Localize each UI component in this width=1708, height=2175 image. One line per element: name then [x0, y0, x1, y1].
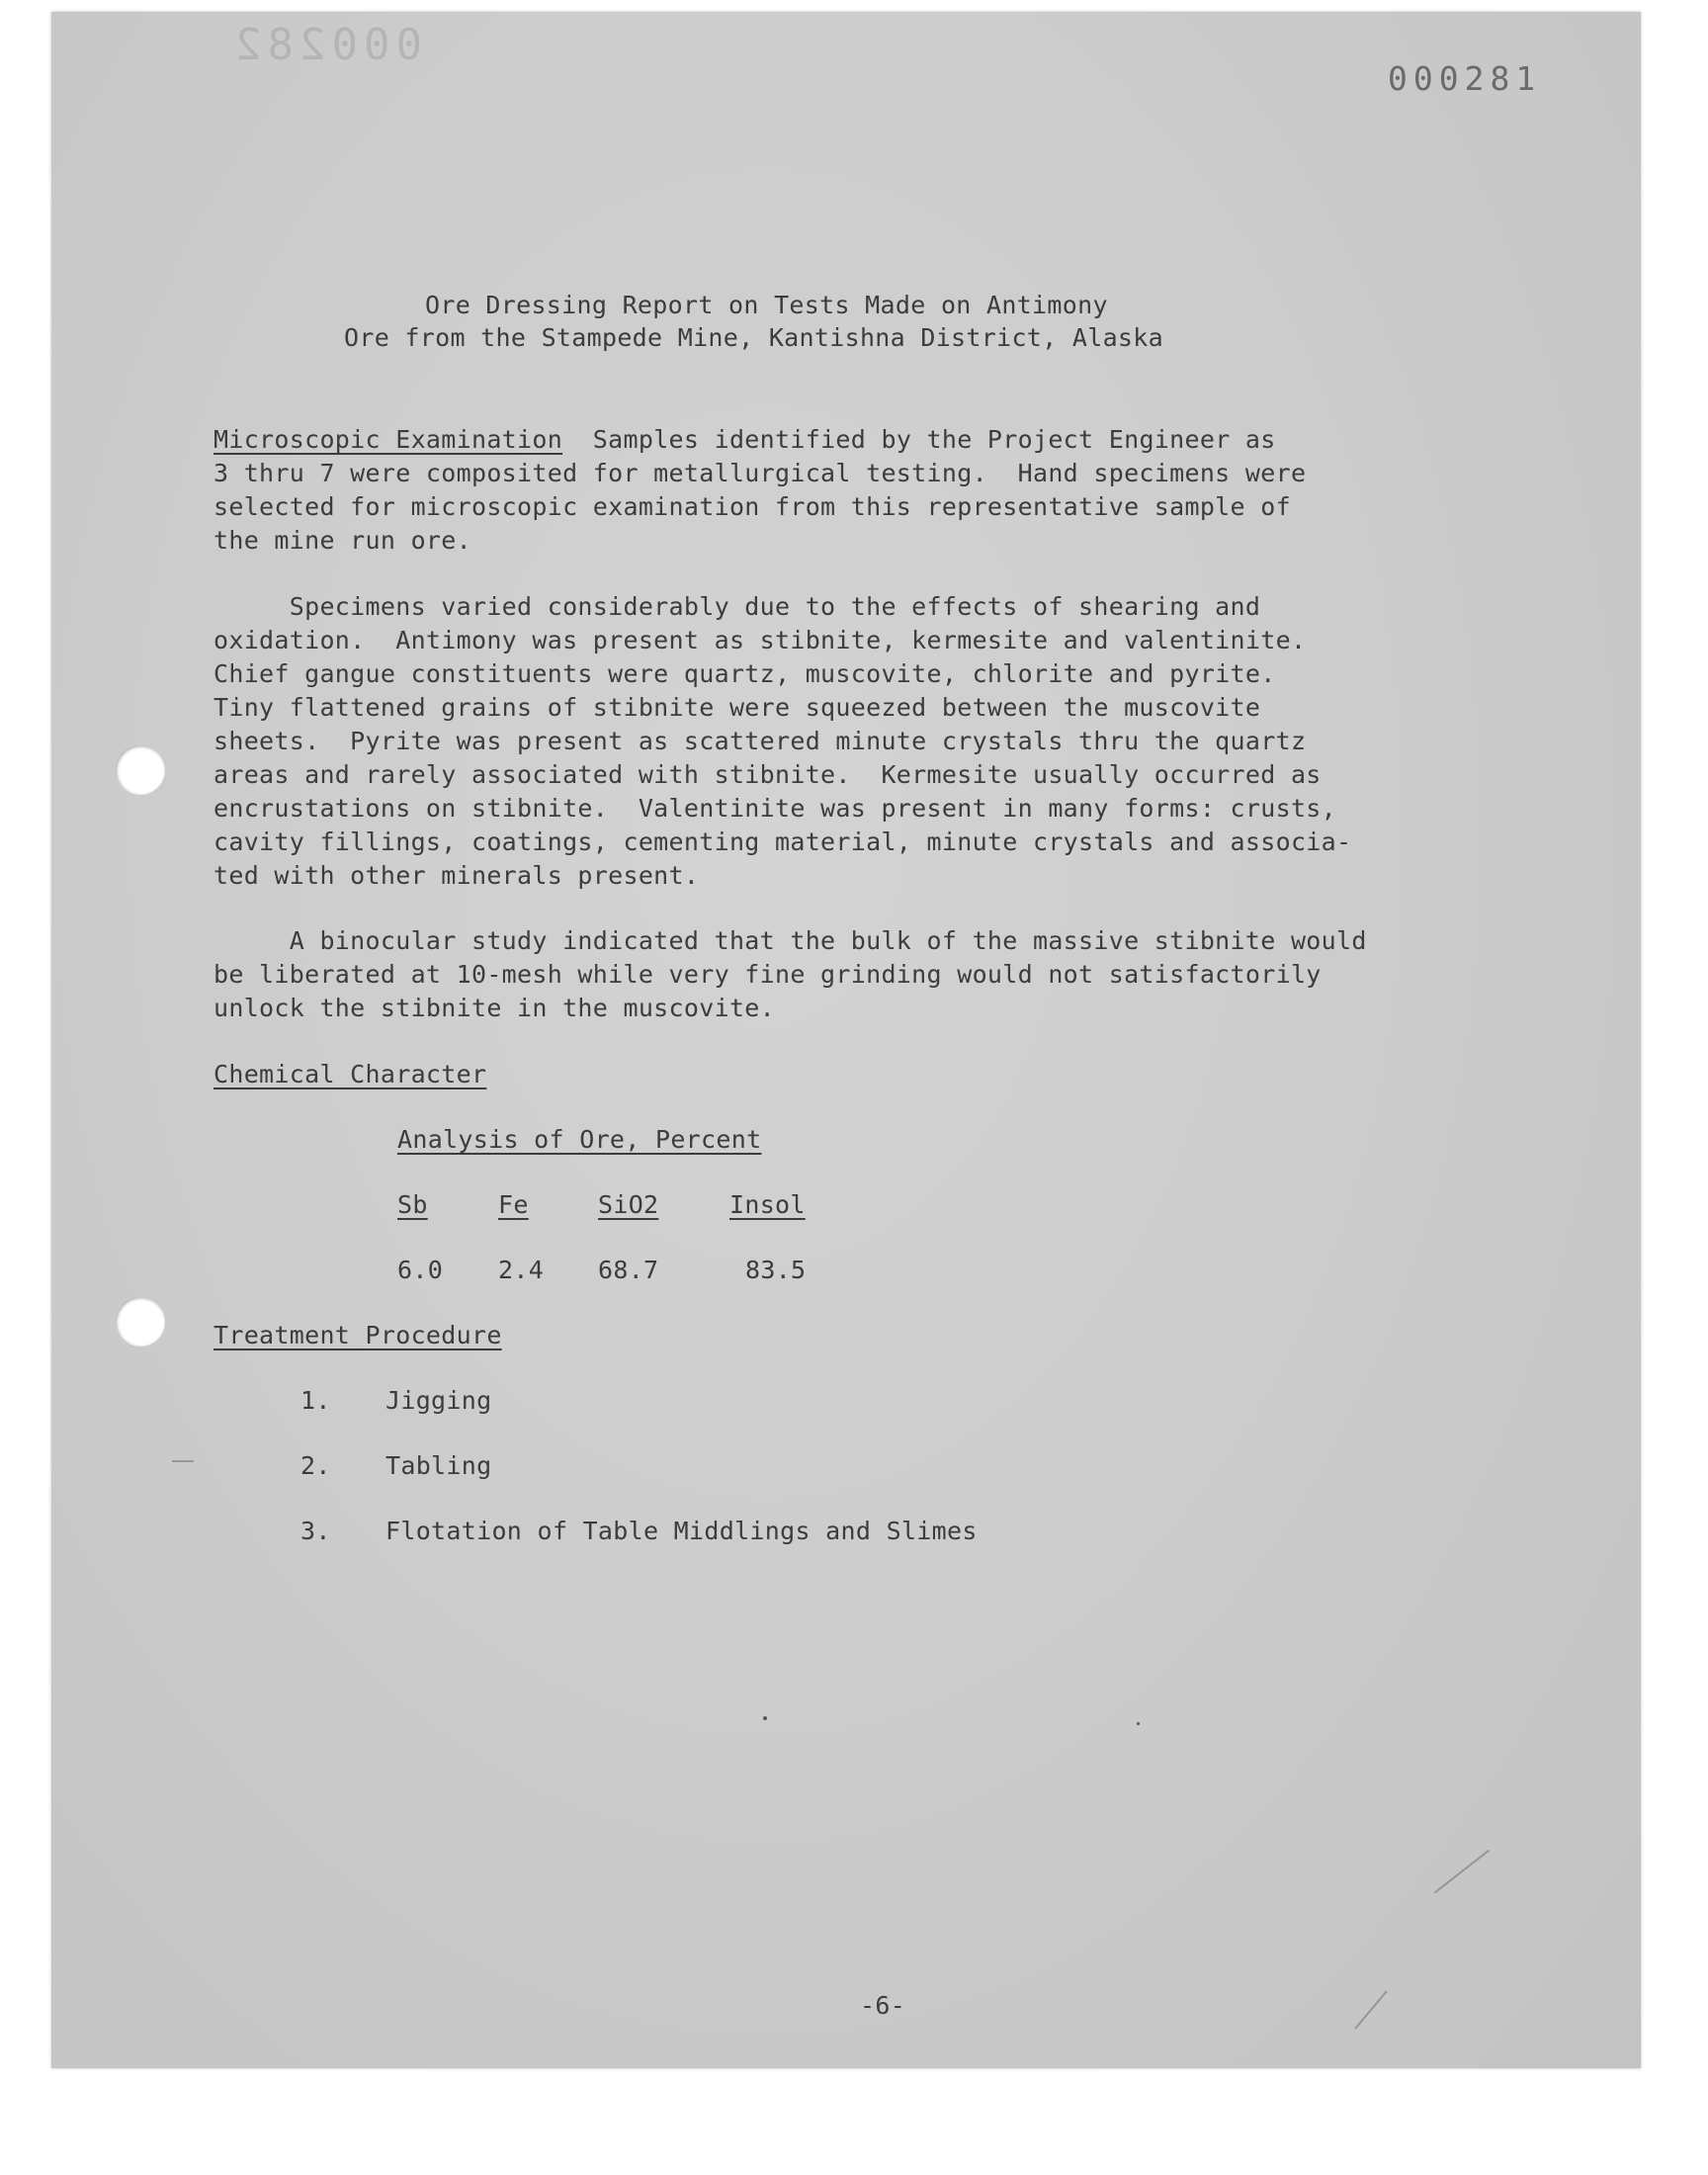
specimens-line: areas and rarely associated with stibnite. Kermesite usually occurred as	[214, 760, 1322, 789]
microscopic-line-1-text: Samples identified by the Project Engineer as	[562, 425, 1276, 454]
column-header-sb: Sb	[397, 1190, 428, 1219]
column-header-sio2: SiO2	[598, 1190, 659, 1219]
microscopic-heading: Microscopic Examination	[214, 425, 563, 454]
microscopic-line-3: selected for microscopic examination from this representative sample of	[214, 492, 1291, 521]
specimens-line: Specimens varied considerably due to the effects of shearing and	[214, 592, 1261, 621]
paper-scratch	[172, 1460, 194, 1462]
document-number: 000281	[1388, 59, 1542, 98]
binocular-line: unlock the stibnite in the muscovite.	[214, 994, 775, 1022]
step-label: Jigging	[385, 1386, 492, 1415]
step-label: Flotation of Table Middlings and Slimes	[385, 1517, 978, 1545]
binocular-line: be liberated at 10-mesh while very fine grinding would not satisfactorily	[214, 960, 1322, 989]
specimens-line: Tiny flattened grains of stibnite were squeezed between the muscovite	[214, 693, 1261, 722]
value-sio2: 68.7	[598, 1256, 659, 1284]
paper-scratch	[1354, 1990, 1388, 2030]
punch-hole-lower	[116, 1297, 165, 1347]
step-number: 3.	[300, 1517, 331, 1545]
bleed-through-number: 000282	[229, 20, 422, 70]
specimens-line: ted with other minerals present.	[214, 861, 700, 890]
value-sb: 6.0	[397, 1256, 444, 1284]
specimens-line: oxidation. Antimony was present as stibnite, kermesite and valentinite.	[214, 626, 1307, 654]
paper-speck	[763, 1716, 767, 1720]
specimens-line: cavity fillings, coatings, cementing material, minute crystals and associa-	[214, 827, 1352, 856]
microscopic-line-2: 3 thru 7 were composited for metallurgical testing. Hand specimens were	[214, 459, 1307, 487]
specimens-line: sheets. Pyrite was present as scattered minute crystals thru the quartz	[214, 727, 1307, 755]
microscopic-line-4: the mine run ore.	[214, 526, 471, 555]
specimens-line: Chief gangue constituents were quartz, muscovite, chlorite and pyrite.	[214, 659, 1276, 688]
page-number: -6-	[860, 1991, 906, 2020]
treatment-heading: Treatment Procedure	[214, 1321, 502, 1349]
paper-scratch	[1434, 1850, 1490, 1894]
title-line-2: Ore from the Stampede Mine, Kantishna District, Alaska	[344, 323, 1163, 352]
chemical-heading: Chemical Character	[214, 1060, 487, 1088]
value-fe: 2.4	[498, 1256, 545, 1284]
step-number: 1.	[300, 1386, 331, 1415]
binocular-line: A binocular study indicated that the bulk of the massive stibnite would	[214, 926, 1367, 955]
title-line-1: Ore Dressing Report on Tests Made on Antimony	[425, 291, 1108, 319]
specimens-line: encrustations on stibnite. Valentinite was present in many forms: crusts,	[214, 794, 1336, 823]
document-page	[51, 12, 1641, 2068]
analysis-table-title: Analysis of Ore, Percent	[397, 1125, 762, 1154]
punch-hole-upper	[116, 745, 165, 795]
value-insol: 83.5	[745, 1256, 807, 1284]
column-header-insol: Insol	[729, 1190, 806, 1219]
step-label: Tabling	[385, 1451, 492, 1480]
microscopic-line-1	[214, 423, 1276, 457]
column-header-fe: Fe	[498, 1190, 529, 1219]
step-number: 2.	[300, 1451, 331, 1480]
paper-speck	[1137, 1722, 1140, 1725]
